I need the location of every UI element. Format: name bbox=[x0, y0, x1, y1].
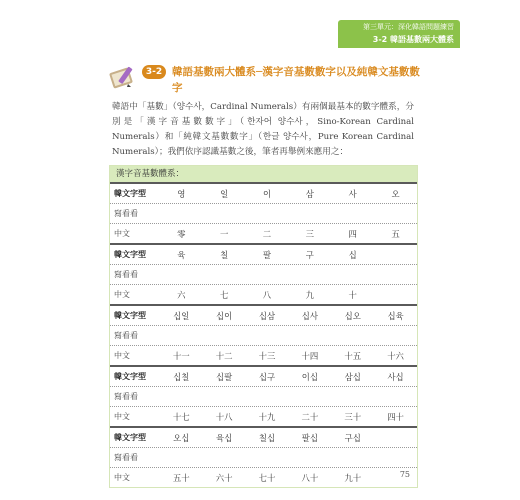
practice-row bbox=[110, 326, 417, 346]
chinese-numeral-cell: 九 bbox=[305, 289, 315, 300]
chinese-numeral-cell: 十五 bbox=[344, 350, 362, 361]
chinese-row bbox=[110, 224, 417, 243]
chinese-numeral-cell: 十一 bbox=[172, 350, 190, 361]
chapter-tab bbox=[338, 20, 460, 48]
korean-numeral-cell: 십육 bbox=[387, 310, 404, 321]
chinese-numeral-cell: 三十 bbox=[344, 411, 362, 422]
row-label: 韓文字型 bbox=[114, 249, 146, 259]
page-number: 75 bbox=[399, 470, 410, 479]
korean-numeral-cell: 사 bbox=[348, 188, 357, 199]
korean-numeral-cell: 육십 bbox=[216, 432, 233, 443]
korean-numeral-cell: 십구 bbox=[258, 371, 276, 382]
korean-numeral-cell: 구 bbox=[305, 249, 314, 260]
korean-numeral-cell: 오십 bbox=[173, 432, 190, 443]
chinese-numeral-cell: 二 bbox=[262, 228, 272, 239]
practice-row bbox=[110, 448, 417, 468]
intro-paragraph: 韓語中「基數」（양수사，Cardinal Numerals）有兩個最基本的數字體系，分別是「漢字音基數數字」（한자어 양수사，Sino-Korean Cardinal Numerals）和「純韓文基數數字」（한글 양수사，Pure Korean Cardinal Numerals）；我們依序認識基數之後，筆者再舉例來應用之： bbox=[112, 102, 414, 157]
korean-numeral-cell: 팔십 bbox=[301, 432, 318, 443]
chinese-numeral-cell: 五十 bbox=[172, 472, 190, 483]
row-label: 寫看看 bbox=[114, 270, 138, 279]
chinese-numeral-cell: 十二 bbox=[215, 350, 233, 361]
korean-numeral-cell: 이 bbox=[262, 188, 272, 199]
korean-numeral-cell: 십삼 bbox=[258, 310, 276, 321]
row-label: 中文 bbox=[114, 351, 130, 360]
chinese-numeral-cell: 十六 bbox=[387, 350, 404, 361]
notebook-pencil-icon bbox=[108, 62, 140, 92]
korean-numeral-cell: 칠십 bbox=[258, 432, 276, 443]
chinese-numeral-cell: 五 bbox=[391, 228, 400, 239]
chinese-numeral-cell: 七十 bbox=[258, 472, 276, 483]
chinese-numeral-cell: 四 bbox=[348, 228, 357, 239]
chinese-numeral-cell: 八十 bbox=[301, 472, 319, 483]
number-group bbox=[110, 365, 417, 426]
korean-row bbox=[110, 306, 417, 326]
chinese-numeral-cell: 六十 bbox=[215, 472, 233, 483]
chapter-unit-title: 第三單元：深化韓語問題練習 bbox=[363, 23, 454, 31]
row-label: 中文 bbox=[114, 290, 130, 299]
chinese-numeral-cell: 十 bbox=[348, 289, 357, 300]
chapter-section-title: 3-2 韓語基數兩大體系 bbox=[372, 35, 454, 44]
korean-numeral-cell: 팔 bbox=[262, 249, 272, 260]
korean-row bbox=[110, 184, 417, 204]
table-header: 漢字音基數體系： bbox=[110, 166, 417, 182]
chinese-numeral-cell: 六 bbox=[177, 289, 186, 300]
row-label: 寫看看 bbox=[114, 392, 138, 401]
chinese-numeral-cell: 十九 bbox=[258, 411, 276, 422]
chinese-numeral-cell: 十四 bbox=[301, 350, 319, 361]
number-group bbox=[110, 182, 417, 243]
korean-numeral-cell: 구십 bbox=[344, 432, 361, 443]
row-label: 中文 bbox=[114, 473, 130, 482]
chinese-numeral-cell: 二十 bbox=[301, 411, 319, 422]
row-label: 寫看看 bbox=[114, 209, 138, 218]
section-title: 韓語基數兩大體系─漢字音基數數字以及純韓文基數數字 bbox=[172, 66, 420, 94]
row-label: 韓文字型 bbox=[114, 310, 146, 320]
chinese-numeral-cell: 十八 bbox=[215, 411, 233, 422]
chinese-numeral-cell: 九十 bbox=[344, 472, 362, 483]
chinese-numeral-cell: 一 bbox=[219, 228, 229, 239]
chinese-numeral-cell: 四十 bbox=[387, 411, 404, 422]
chinese-numeral-cell: 八 bbox=[262, 289, 272, 300]
korean-numeral-cell: 삼십 bbox=[344, 371, 361, 382]
practice-row bbox=[110, 265, 417, 285]
chinese-numeral-cell: 三 bbox=[305, 228, 315, 239]
row-label: 寫看看 bbox=[114, 453, 138, 462]
korean-numeral-cell: 십 bbox=[348, 249, 357, 260]
number-group bbox=[110, 426, 417, 487]
korean-numeral-cell: 영 bbox=[177, 188, 186, 199]
chinese-numeral-cell: 七 bbox=[219, 289, 229, 300]
chinese-numeral-cell: 十三 bbox=[258, 350, 276, 361]
korean-numeral-cell: 삼 bbox=[305, 188, 314, 199]
korean-numeral-cell: 십칠 bbox=[173, 371, 190, 382]
korean-row bbox=[110, 428, 417, 448]
korean-numeral-cell: 칠 bbox=[220, 249, 229, 260]
chinese-row bbox=[110, 468, 417, 487]
row-label: 韓文字型 bbox=[114, 432, 146, 442]
korean-numeral-cell: 오 bbox=[391, 188, 400, 199]
number-group bbox=[110, 304, 417, 365]
chinese-row bbox=[110, 285, 417, 304]
row-label: 韓文字型 bbox=[114, 371, 146, 381]
chinese-numeral-cell: 零 bbox=[177, 228, 186, 239]
korean-numeral-cell: 십사 bbox=[301, 310, 318, 321]
korean-numeral-cell: 일 bbox=[220, 188, 229, 199]
korean-numeral-cell: 십일 bbox=[173, 310, 190, 321]
row-label: 中文 bbox=[114, 412, 130, 421]
korean-numeral-cell: 육 bbox=[177, 249, 186, 260]
row-label: 寫看看 bbox=[114, 331, 138, 340]
korean-numeral-cell: 사십 bbox=[387, 371, 404, 382]
practice-row bbox=[110, 387, 417, 407]
row-label: 韓文字型 bbox=[114, 188, 146, 198]
korean-row bbox=[110, 245, 417, 265]
korean-numeral-cell: 십팔 bbox=[216, 371, 233, 382]
row-label: 中文 bbox=[114, 229, 130, 238]
practice-row bbox=[110, 204, 417, 224]
number-group bbox=[110, 243, 417, 304]
chinese-numeral-cell: 十七 bbox=[172, 411, 190, 422]
sino-korean-numbers-table bbox=[109, 165, 418, 488]
korean-row bbox=[110, 367, 417, 387]
korean-numeral-cell: 이십 bbox=[301, 371, 318, 382]
chinese-row bbox=[110, 346, 417, 365]
section-number-badge: 3-2 bbox=[142, 65, 166, 79]
table-body bbox=[110, 182, 417, 487]
korean-numeral-cell: 십오 bbox=[344, 310, 361, 321]
korean-numeral-cell: 십이 bbox=[216, 310, 233, 321]
chinese-row bbox=[110, 407, 417, 426]
